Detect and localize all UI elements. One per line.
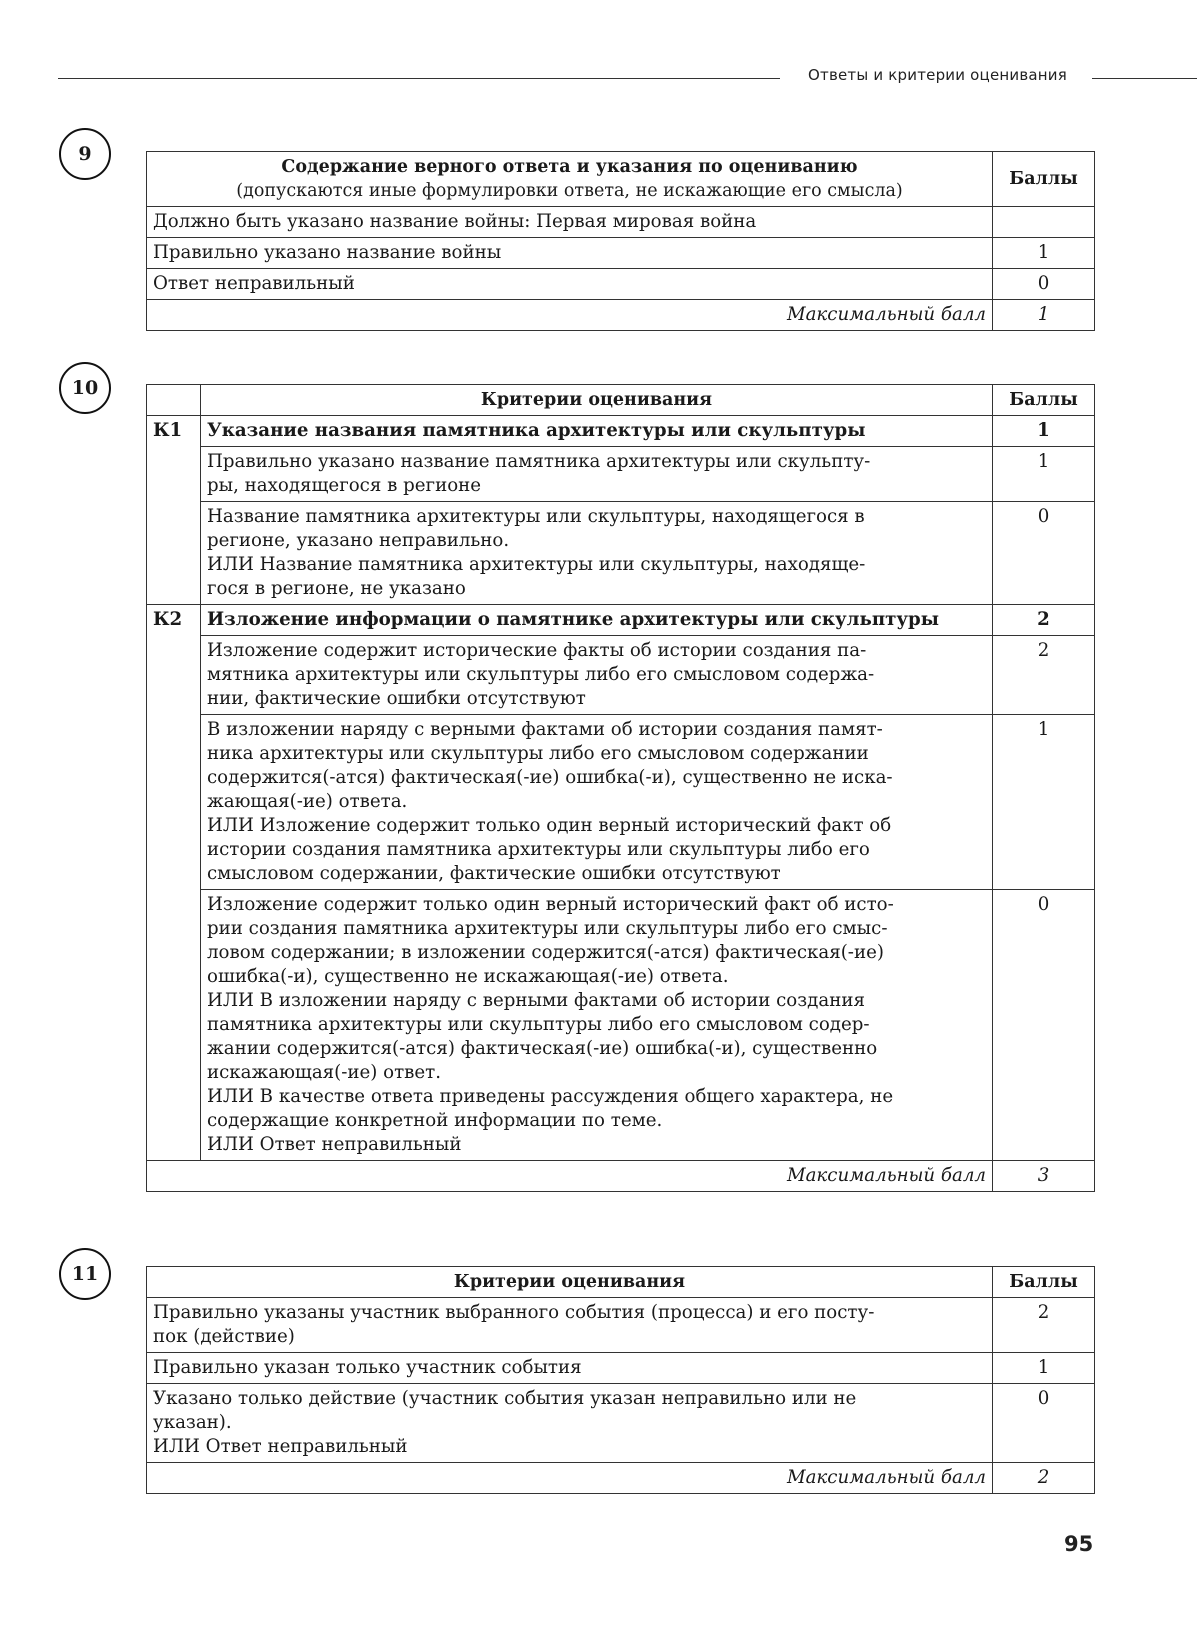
criteria-header: Критерии оценивания <box>147 1267 993 1298</box>
code-cell-spacer <box>147 502 201 605</box>
text-line: Правильно указано название памятника архитектуры или скульпту- <box>207 451 871 472</box>
text-line: искажающая(-ие) ответ. <box>207 1062 442 1083</box>
row-points: 1 <box>993 447 1095 502</box>
text-line: истории создания памятника архитектуры или скульптуры либо его <box>207 839 870 860</box>
row-points: 0 <box>993 269 1095 300</box>
criterion-title-k1: Указание названия памятника архитектуры или скульптуры <box>201 416 993 447</box>
row-points: 0 <box>993 502 1095 605</box>
task-9-table <box>146 151 1095 331</box>
text-line: Правильно указаны участник выбранного события (процесса) и его посту- <box>153 1302 875 1323</box>
text-line: пок (действие) <box>153 1326 295 1347</box>
row-text <box>147 1353 993 1384</box>
text-line: ИЛИ В изложении наряду с верными фактами об истории создания <box>207 990 865 1011</box>
row-text <box>201 715 993 890</box>
row-text <box>201 890 993 1161</box>
text-line: Правильно указан только участник события <box>153 1357 582 1378</box>
max-score-value: 3 <box>993 1161 1095 1192</box>
task-number-10: 10 <box>59 362 111 414</box>
criterion-k2-row <box>147 605 1095 636</box>
text-line: указан). <box>153 1412 232 1433</box>
criterion-k1-row <box>147 416 1095 447</box>
text-line: мятника архитектуры или скульптуры либо его смысловом содержа- <box>207 664 875 685</box>
header-rule-left <box>58 78 780 79</box>
table-row <box>147 1384 1095 1463</box>
row-points: 0 <box>993 890 1095 1161</box>
row-points <box>993 207 1095 238</box>
criterion-code-k1: К1 <box>147 416 201 447</box>
table-row <box>147 715 1095 890</box>
table-row <box>147 636 1095 715</box>
table-row <box>147 207 1095 238</box>
row-text <box>147 1298 993 1353</box>
page-number: 95 <box>1064 1532 1094 1556</box>
max-score-label: Максимальный балл <box>147 300 993 331</box>
row-text <box>147 1384 993 1463</box>
text-line: ИЛИ Ответ неправильный <box>153 1436 408 1457</box>
max-score-value: 2 <box>993 1463 1095 1494</box>
text-line: смысловом содержании, фактические ошибки отсутствуют <box>207 863 781 884</box>
text-line: ры, находящегося в регионе <box>207 475 482 496</box>
row-text <box>201 636 993 715</box>
criterion-points-k1: 1 <box>993 416 1095 447</box>
code-cell-spacer <box>147 447 201 502</box>
table-header-row <box>147 152 1095 207</box>
header-rule-right <box>1092 78 1197 79</box>
answer-header-sub: (допускаются иные формулировки ответа, не искажающие его смысла) <box>236 181 903 201</box>
text-line: жающая(-ие) ответа. <box>207 791 408 812</box>
table-row <box>147 1353 1095 1384</box>
text-line: регионе, указано неправильно. <box>207 530 510 551</box>
text-line: рии создания памятника архитектуры или скульптуры либо его смыс- <box>207 918 888 939</box>
row-points: 1 <box>993 1353 1095 1384</box>
row-text: Ответ неправильный <box>147 269 993 300</box>
row-text <box>201 502 993 605</box>
criterion-title-k2: Изложение информации о памятнике архитектуры или скульптуры <box>201 605 993 636</box>
criteria-header: Критерии оценивания <box>201 385 993 416</box>
text-line: ошибка(-и), существенно не искажающая(-ие) ответа. <box>207 966 729 987</box>
table-row <box>147 269 1095 300</box>
text-line: Указано только действие (участник события указан неправильно или не <box>153 1388 857 1409</box>
text-line: Изложение содержит исторические факты об истории создания па- <box>207 640 867 661</box>
row-points: 1 <box>993 238 1095 269</box>
row-text: Должно быть указано название войны: Первая мировая война <box>147 207 993 238</box>
text-line: ловом содержании; в изложении содержится(-атся) фактическая(-ие) <box>207 942 884 963</box>
task-10-table <box>146 384 1095 1192</box>
text-line: памятника архитектуры или скульптуры либо его смысловом содер- <box>207 1014 870 1035</box>
text-line: В изложении наряду с верными фактами об истории создания памят- <box>207 719 883 740</box>
row-points: 1 <box>993 715 1095 890</box>
table-header-row <box>147 1267 1095 1298</box>
code-cell-spacer <box>147 715 201 890</box>
row-points: 2 <box>993 1298 1095 1353</box>
max-score-label: Максимальный балл <box>147 1161 993 1192</box>
code-cell-spacer <box>147 636 201 715</box>
criterion-code-k2: К2 <box>147 605 201 636</box>
answer-content-header <box>147 152 993 207</box>
table-row <box>147 447 1095 502</box>
row-text <box>201 447 993 502</box>
criterion-points-k2: 2 <box>993 605 1095 636</box>
max-score-row <box>147 300 1095 331</box>
text-line: ника архитектуры или скульптуры либо его смысловом содержании <box>207 743 869 764</box>
table-header-row <box>147 385 1095 416</box>
text-line: ИЛИ Ответ неправильный <box>207 1134 462 1155</box>
text-line: Название памятника архитектуры или скульптуры, находящегося в <box>207 506 865 527</box>
task-number-11: 11 <box>59 1248 111 1300</box>
task-number-9: 9 <box>59 128 111 180</box>
text-line: содержится(-атся) фактическая(-ие) ошибка(-и), существенно не иска- <box>207 767 893 788</box>
table-row <box>147 890 1095 1161</box>
text-line: Изложение содержит только один верный исторический факт об исто- <box>207 894 894 915</box>
max-score-row <box>147 1161 1095 1192</box>
text-line: жании содержится(-атся) фактическая(-ие) ошибка(-и), существенно <box>207 1038 878 1059</box>
text-line: нии, фактические ошибки отсутствуют <box>207 688 586 709</box>
points-header: Баллы <box>993 1267 1095 1298</box>
code-header <box>147 385 201 416</box>
running-header-title: Ответы и критерии оценивания <box>808 66 1067 84</box>
max-score-label: Максимальный балл <box>147 1463 993 1494</box>
text-line: гося в регионе, не указано <box>207 578 466 599</box>
table-row <box>147 502 1095 605</box>
points-header: Баллы <box>993 152 1095 207</box>
text-line: ИЛИ В качестве ответа приведены рассуждения общего характера, не <box>207 1086 894 1107</box>
task-11-table <box>146 1266 1095 1494</box>
row-points: 0 <box>993 1384 1095 1463</box>
row-text: Правильно указано название войны <box>147 238 993 269</box>
row-points: 2 <box>993 636 1095 715</box>
text-line: ИЛИ Название памятника архитектуры или скульптуры, находяще- <box>207 554 866 575</box>
text-line: содержащие конкретной информации по теме. <box>207 1110 663 1131</box>
table-row <box>147 1298 1095 1353</box>
max-score-value: 1 <box>993 300 1095 331</box>
table-row <box>147 238 1095 269</box>
code-cell-spacer <box>147 890 201 1161</box>
max-score-row <box>147 1463 1095 1494</box>
answer-header-main: Содержание верного ответа и указания по оцениванию <box>281 157 858 177</box>
points-header: Баллы <box>993 385 1095 416</box>
text-line: ИЛИ Изложение содержит только один верный исторический факт об <box>207 815 892 836</box>
